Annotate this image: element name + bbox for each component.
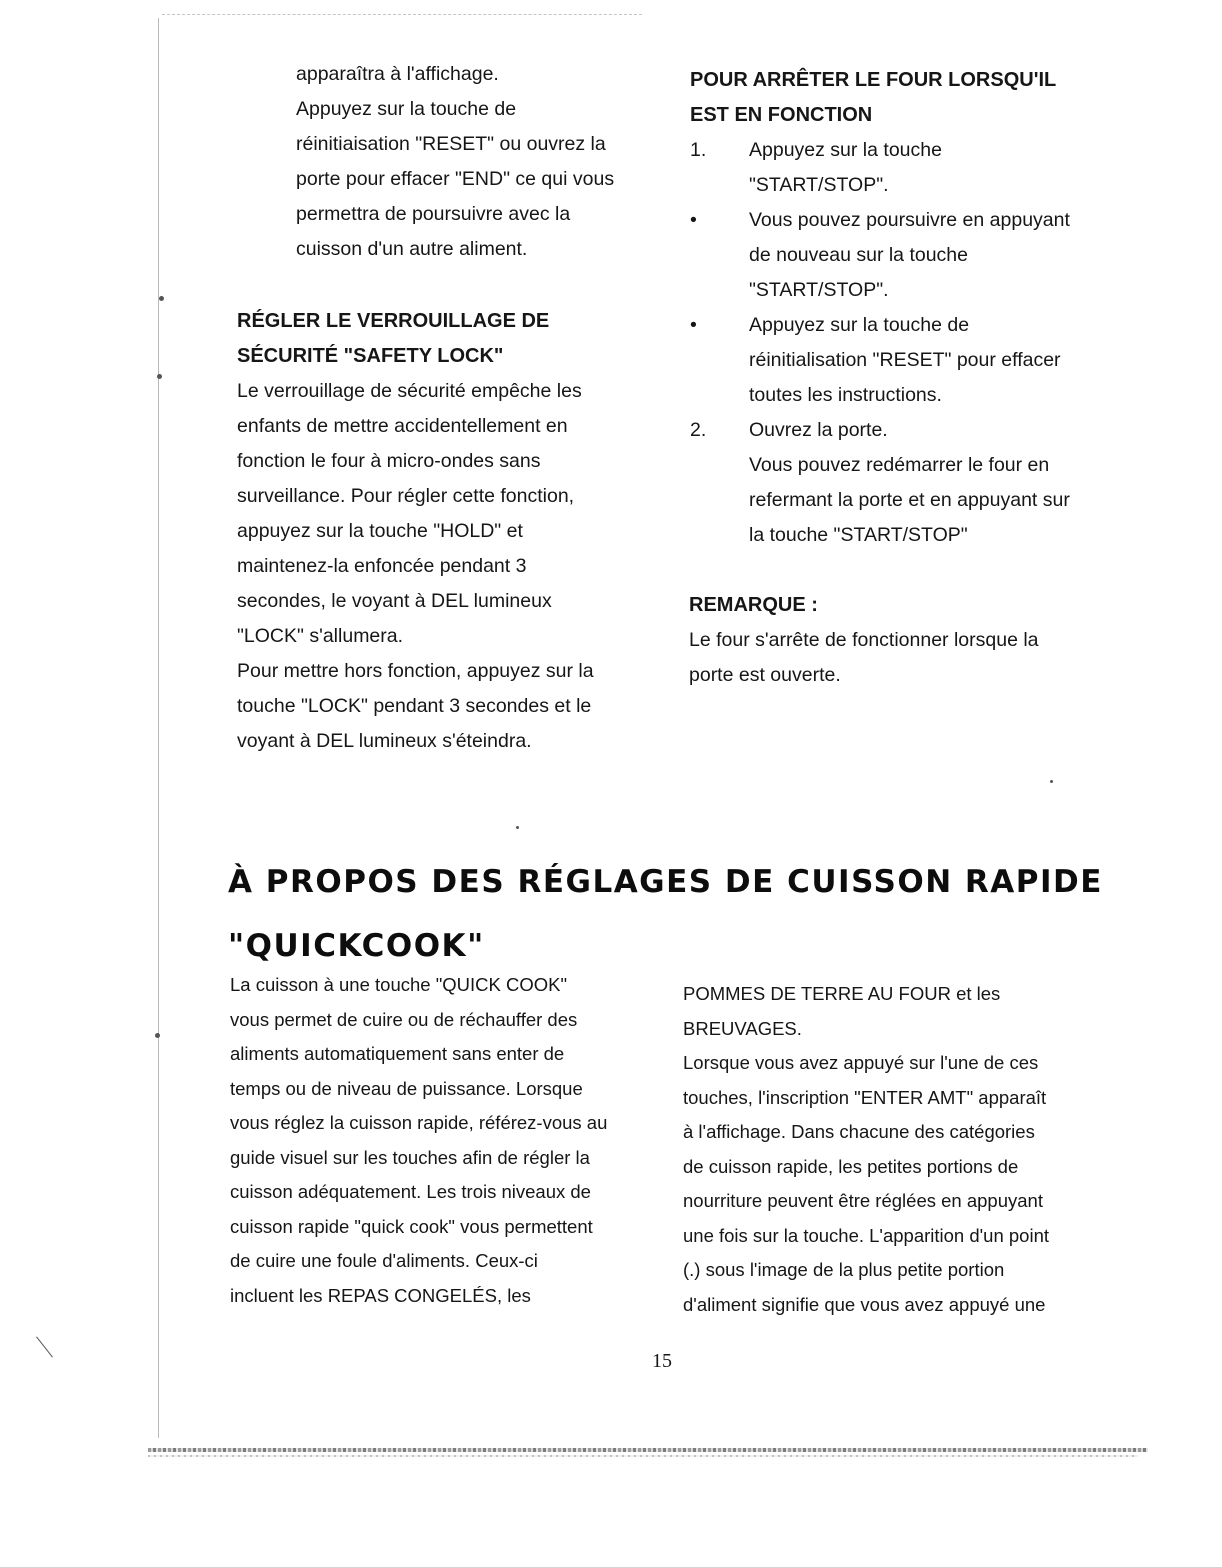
bullet-icon: • [690,209,697,231]
scan-speck [157,374,162,379]
text-line: voyant à DEL lumineux s'éteindra. [237,730,532,752]
text-line: Ouvrez la porte. [749,419,888,441]
safety-lock-heading [237,304,647,374]
text-line: fonction le four à micro-ondes sans [237,450,541,472]
text-line: Vous pouvez redémarrer le four en [749,454,1050,476]
text-line: Lorsque vous avez appuyé sur l'une de ces [683,1052,1039,1073]
text-line: réinitialisation "RESET" pour effacer [749,349,1061,371]
text-line: touches, l'inscription "ENTER AMT" apparaît [683,1086,1047,1108]
text-line: La cuisson à une touche "QUICK COOK" [230,974,568,995]
bullet-item [690,308,1110,413]
text-line: touche "LOCK" pendant 3 secondes et le [237,695,592,717]
quickcook-right-paragraph [683,977,1103,1322]
text-line: permettra de poursuivre avec la [296,203,571,225]
text-line: cuisson adéquatement. Les trois niveaux de [230,1181,591,1202]
heading-line: EST EN FONCTION [690,104,873,126]
text-line: porte pour effacer "END" ce qui vous [296,168,615,190]
text-line: "LOCK" s'allumera. [237,625,404,647]
text-line: "START/STOP". [749,174,889,196]
text-line: cuisson d'un autre aliment. [296,238,528,260]
text-line: de cuire une foule d'aliments. Ceux-ci [230,1250,538,1271]
title-line: À PROPOS DES RÉGLAGES DE CUISSON RAPIDE [228,864,1103,900]
text-line: nourriture peuvent être réglées en appuyant [683,1190,1043,1211]
heading-line: REMARQUE : [689,594,818,616]
scan-speck [1050,780,1053,783]
text-line: Appuyez sur la touche de [296,98,517,120]
quickcook-left-paragraph [230,968,650,1313]
scan-edge-bottom-shadow [148,1455,1138,1457]
quickcook-title [228,850,1128,978]
left-top-paragraph [296,57,656,267]
heading-line: SÉCURITÉ "SAFETY LOCK" [237,345,504,367]
text-line: guide visuel sur les touches afin de régler la [230,1146,590,1168]
bullet-icon: • [690,314,697,336]
scan-speck [155,1033,160,1038]
text-line: la touche "START/STOP" [749,524,968,546]
text-line: enfants de mettre accidentellement en [237,415,568,437]
safety-lock-section [237,304,647,759]
text-line: porte est ouverte. [689,664,841,686]
text-line: une fois sur la touche. L'apparition d'un point [683,1224,1050,1246]
step-item [690,413,1110,553]
text-line: Le four s'arrête de fonctionner lorsque la [689,629,1039,651]
text-line: temps ou de niveau de puissance. Lorsque [230,1077,583,1099]
text-line: (.) sous l'image de la plus petite portion [683,1259,1005,1280]
text-line: vous permet de cuire ou de réchauffer des [230,1008,578,1030]
text-line: Pour mettre hors fonction, appuyez sur la [237,660,594,682]
text-line: POMMES DE TERRE AU FOUR et les [683,983,1001,1004]
text-line: de cuisson rapide, les petites portions de [683,1155,1019,1177]
text-line: apparaîtra à l'affichage. [296,63,499,85]
scan-scratch-mark [36,1336,53,1357]
stop-oven-heading [690,63,1110,133]
step-item [690,133,1110,203]
page-number: 15 [652,1350,672,1372]
step-number: 1. [690,139,707,161]
text-line: d'aliment signifie que vous avez appuyé une [683,1293,1046,1315]
text-line: "START/STOP". [749,279,889,301]
text-line: BREUVAGES. [683,1017,802,1039]
bullet-item [690,203,1110,308]
text-line: cuisson rapide "quick cook" vous permettent [230,1215,593,1237]
text-line: Le verrouillage de sécurité empêche les [237,380,582,402]
remark-section [689,588,1099,693]
title-line: "QUICKCOOK" [228,928,485,964]
scan-edge-top [162,14,642,16]
step-number: 2. [690,419,707,441]
text-line: maintenez-la enfoncée pendant 3 [237,555,527,577]
text-line: toutes les instructions. [749,384,942,406]
text-line: incluent les REPAS CONGELÉS, les [230,1284,531,1306]
text-line: secondes, le voyant à DEL lumineux [237,590,552,612]
text-line: vous réglez la cuisson rapide, référez-vous au [230,1112,608,1133]
remark-heading [689,588,1099,623]
text-line: Appuyez sur la touche de [749,314,970,336]
text-line: à l'affichage. Dans chacune des catégories [683,1121,1035,1142]
text-line: surveillance. Pour régler cette fonction, [237,485,575,507]
text-line: Appuyez sur la touche [749,139,942,161]
text-line: refermant la porte et en appuyant sur [749,489,1070,511]
text-line: réinitiaisation "RESET" ou ouvrez la [296,133,606,155]
scan-speck [159,296,164,301]
scan-speck [516,826,519,829]
heading-line: RÉGLER LE VERROUILLAGE DE [237,310,550,332]
scan-edge-bottom [148,1448,1148,1452]
text-line: aliments automatiquement sans enter de [230,1043,565,1064]
stop-oven-section [690,63,1110,553]
text-line: appuyez sur la touche "HOLD" et [237,520,523,542]
text-line: Vous pouvez poursuivre en appuyant [749,209,1070,231]
heading-line: POUR ARRÊTER LE FOUR LORSQU'IL [690,69,1057,91]
scan-edge-left [158,18,159,1438]
text-line: de nouveau sur la touche [749,244,968,266]
